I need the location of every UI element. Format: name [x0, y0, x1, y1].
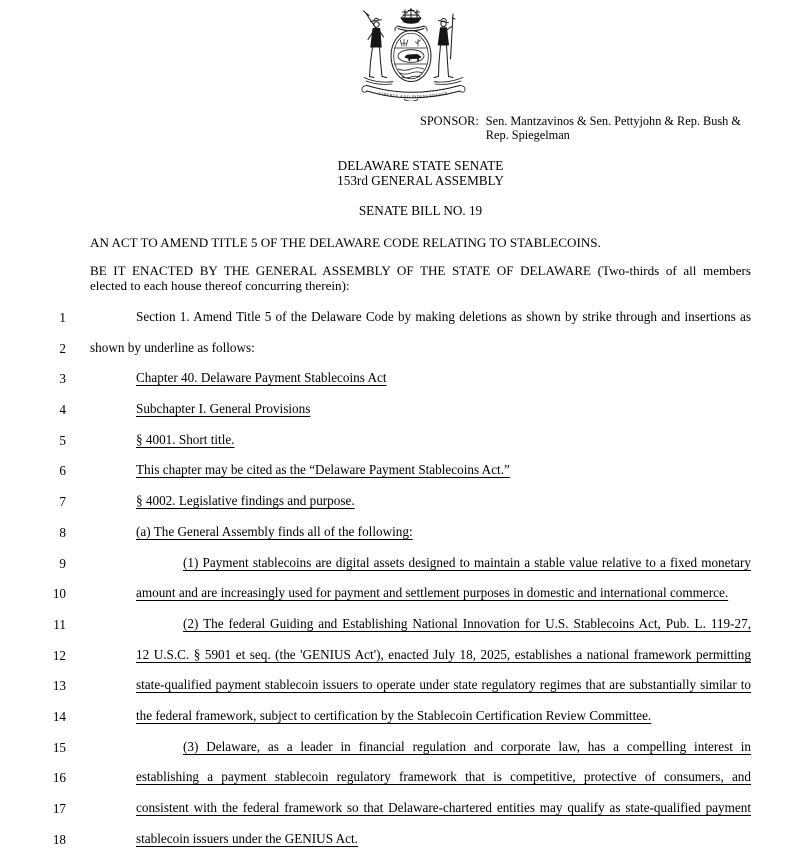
bill-line	[0, 677, 791, 708]
bill-line	[0, 831, 791, 852]
ship-icon	[401, 9, 421, 24]
chamber-heading-block	[90, 158, 751, 189]
sponsor-block	[420, 114, 741, 143]
line-number: 10	[52, 586, 66, 602]
enacting-clause-line1: BE IT ENACTED BY THE GENERAL ASSEMBLY OF THE STATE OF DELAWARE (Two-thirds of all members	[90, 263, 751, 278]
bill-line	[0, 647, 791, 678]
bill-line	[0, 555, 791, 586]
bill-line	[0, 616, 791, 647]
line-text: consistent with the federal framework so that Delaware-chartered entities may qualify as state-qualified payment	[136, 800, 751, 815]
line-number: 5	[59, 432, 66, 448]
assembly-title: 153rd GENERAL ASSEMBLY	[337, 173, 504, 189]
line-number: 14	[52, 708, 66, 724]
farmer-figure-icon	[364, 11, 387, 78]
line-number: 2	[59, 340, 66, 356]
bill-line	[0, 769, 791, 800]
line-text: shown by underline as follows:	[90, 339, 255, 355]
seal-motto: LIBERTY AND INDEPENDENCE	[378, 90, 449, 100]
line-text: (1) Payment stablecoins are digital assets designed to maintain a stable value relative to a fixed monetary	[183, 554, 751, 570]
line-number: 6	[59, 463, 66, 479]
line-number: 4	[59, 402, 66, 418]
line-number: 3	[59, 371, 66, 387]
line-text: Chapter 40. Delaware Payment Stablecoins Act	[136, 370, 387, 386]
line-text: amount and are increasingly used for payment and settlement purposes in domestic and international commerce.	[136, 585, 729, 601]
bill-number: SENATE BILL NO. 19	[358, 203, 483, 218]
line-number: 15	[52, 739, 66, 755]
bill-line	[0, 401, 791, 432]
line-number: 12	[52, 647, 66, 663]
line-number: 11	[53, 616, 66, 632]
line-number: 16	[52, 770, 66, 786]
line-number: 18	[52, 831, 66, 847]
line-number: 17	[52, 801, 66, 816]
line-text: 12 U.S.C. § 5901 et seq. (the 'GENIUS Act'), enacted July 18, 2025, establishes a national framework permitting	[136, 646, 751, 662]
chamber-title: DELAWARE STATE SENATE	[337, 158, 504, 173]
sponsor-names	[486, 114, 741, 143]
bill-line	[0, 524, 791, 555]
line-number: 8	[59, 524, 66, 540]
ox-icon	[405, 54, 422, 61]
enacting-clause-line2: elected to each house thereof concurring therein):	[90, 277, 350, 293]
bill-line	[0, 708, 791, 739]
line-number: 13	[52, 678, 66, 694]
line-text: (a) The General Assembly finds all of the following:	[136, 523, 413, 539]
bill-line	[0, 462, 791, 493]
line-number: 1	[59, 310, 66, 325]
line-text: establishing a payment stablecoin regulatory framework that is competitive, protective of consumers, and	[136, 769, 751, 785]
bill-line	[0, 739, 791, 770]
act-title: AN ACT TO AMEND TITLE 5 OF THE DELAWARE CODE RELATING TO STABLECOINS.	[90, 235, 601, 250]
line-text: § 4002. Legislative findings and purpose.	[136, 493, 355, 509]
militiaman-figure-icon	[434, 14, 455, 78]
bill-line	[0, 340, 791, 371]
bill-line	[0, 585, 791, 616]
delaware-coat-of-arms-seal	[357, 7, 470, 101]
bill-line	[0, 800, 791, 831]
sponsor-names-line2: Rep. Spiegelman	[485, 128, 570, 143]
shield-icon	[391, 31, 431, 82]
bill-line	[0, 432, 791, 463]
line-text: state-qualified payment stablecoin issuers to operate under state regulatory regimes that are substantially similar to	[136, 677, 751, 693]
line-text: Subchapter I. General Provisions	[136, 401, 311, 417]
sponsor-label: SPONSOR:	[420, 114, 479, 128]
line-text: stablecoin issuers under the GENIUS Act.	[136, 830, 358, 846]
line-text: (2) The federal Guiding and Establishing National Innovation for U.S. Stablecoins Act, Pub. L. 119-27,	[183, 615, 751, 631]
line-number: 9	[59, 555, 66, 571]
bill-line	[0, 493, 791, 524]
sponsor-names-line1: Sen. Mantzavinos & Sen. Pettyjohn & Rep. Bush &	[485, 114, 741, 128]
line-number: 7	[59, 494, 66, 510]
line-text: the federal framework, subject to certification by the Stablecoin Certification Review Committee.	[136, 707, 652, 723]
line-text: This chapter may be cited as the “Delaware Payment Stablecoins Act.”	[136, 462, 510, 478]
line-text: § 4001. Short title.	[136, 431, 235, 447]
enacting-clause	[90, 264, 751, 294]
line-text: (3) Delaware, as a leader in financial regulation and corporate law, has a compelling interest in	[183, 738, 751, 754]
bill-line	[0, 309, 791, 340]
bill-body-lines	[0, 309, 791, 852]
bill-line	[0, 370, 791, 401]
line-text: Section 1. Amend Title 5 of the Delaware Code by making deletions as shown by strike through and insertions as	[136, 309, 751, 324]
